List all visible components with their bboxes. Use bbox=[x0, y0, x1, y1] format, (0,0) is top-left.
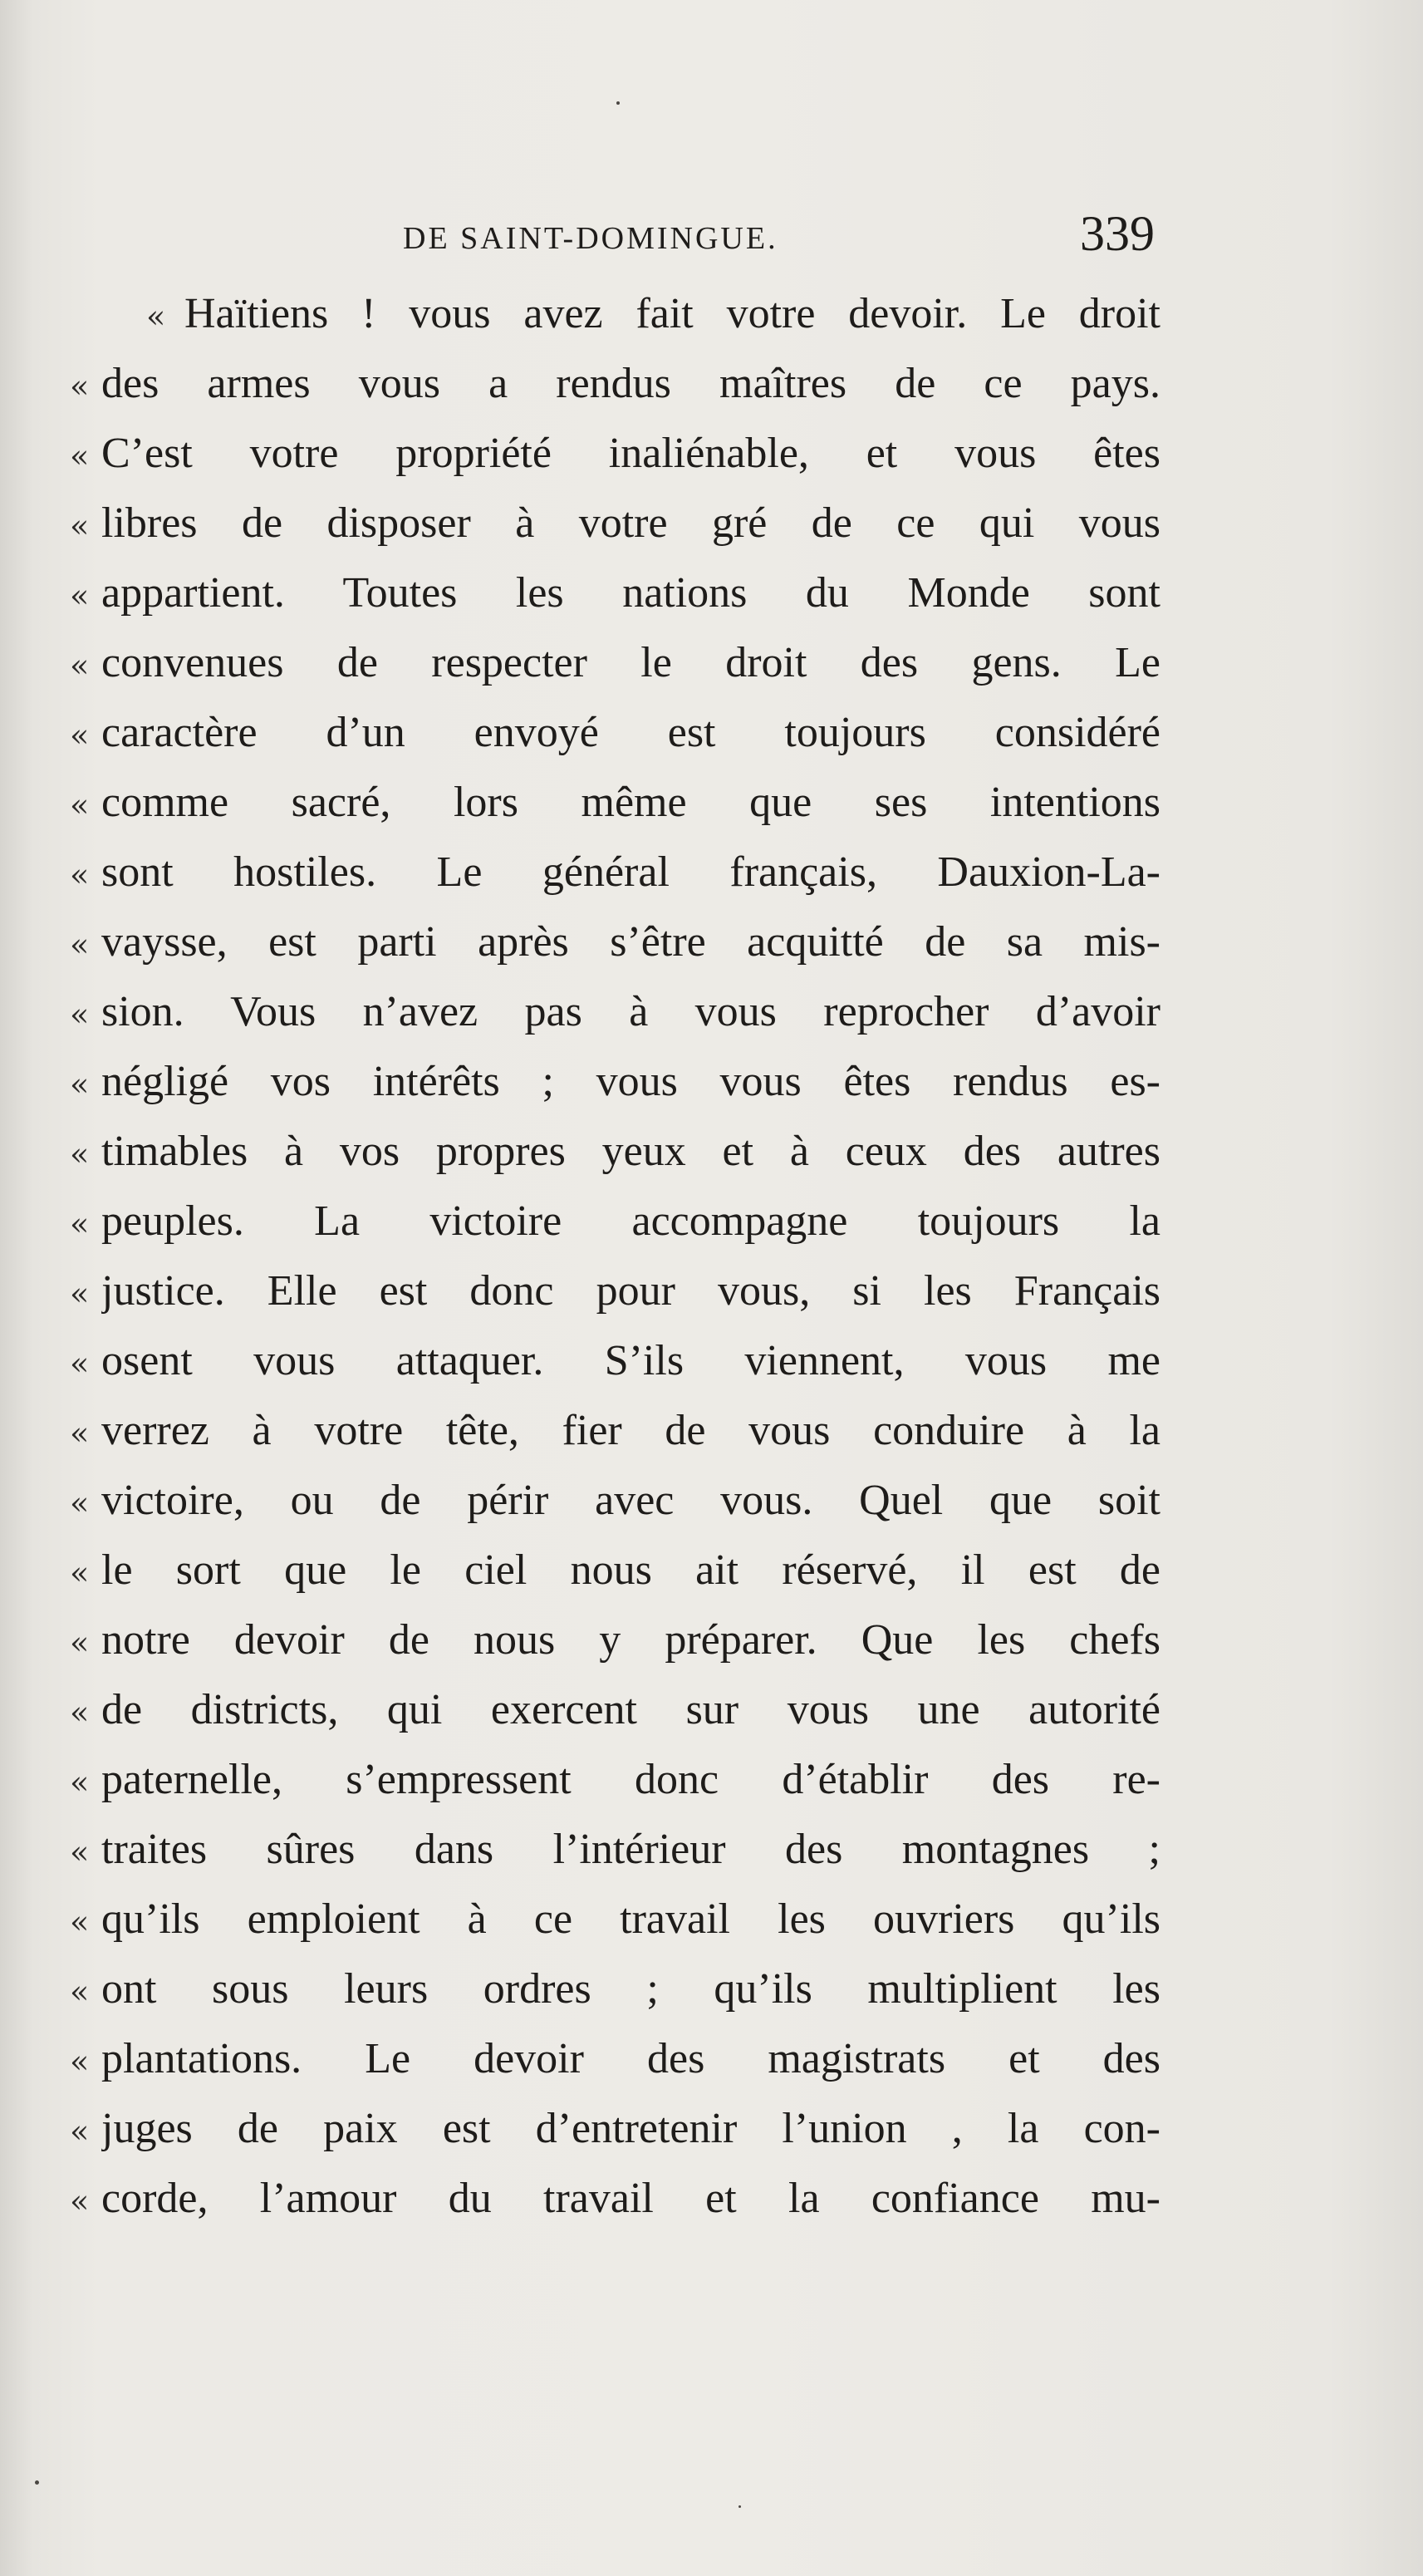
line-text: C’est votre propriété inaliénable, et vous êtes bbox=[101, 430, 1160, 477]
ink-speck bbox=[616, 101, 620, 105]
text-line bbox=[0, 2028, 1423, 2097]
text-line bbox=[0, 632, 1423, 701]
quote-mark: « bbox=[70, 1834, 90, 1871]
text-line bbox=[0, 1190, 1423, 1260]
quote-mark: « bbox=[70, 578, 90, 614]
text-line bbox=[0, 1609, 1423, 1679]
quote-mark: « bbox=[70, 368, 90, 405]
text-line bbox=[0, 422, 1423, 492]
text-line bbox=[0, 981, 1423, 1050]
quote-mark: « bbox=[70, 857, 90, 893]
text-line bbox=[0, 1260, 1423, 1330]
quote-mark: « bbox=[70, 438, 90, 474]
quote-mark: « bbox=[70, 1276, 90, 1312]
text-line bbox=[0, 2167, 1423, 2237]
line-text: juges de paix est d’entretenir l’union , la con- bbox=[101, 2105, 1160, 2152]
quote-mark: « bbox=[70, 1345, 90, 1382]
line-text: notre devoir de nous y préparer. Que les chefs bbox=[101, 1616, 1160, 1664]
text-line bbox=[0, 1330, 1423, 1399]
text-line bbox=[0, 1050, 1423, 1120]
line-text: justice. Elle est donc pour vous, si les Français bbox=[101, 1267, 1160, 1315]
text-line bbox=[0, 841, 1423, 911]
ink-speck bbox=[35, 2480, 39, 2485]
line-text: victoire, ou de périr avec vous. Quel que soit bbox=[101, 1477, 1160, 1524]
text-line bbox=[0, 1958, 1423, 2028]
line-text: libres de disposer à votre gré de ce qui vous bbox=[101, 499, 1160, 547]
quote-mark: « bbox=[70, 1136, 90, 1172]
text-line bbox=[0, 1120, 1423, 1190]
text-line bbox=[0, 771, 1423, 841]
line-text: appartient. Toutes les nations du Monde sont bbox=[101, 569, 1160, 617]
quote-mark: « bbox=[70, 1415, 90, 1452]
running-head bbox=[0, 204, 1423, 270]
line-text: verrez à votre tête, fier de vous conduire à la bbox=[101, 1407, 1160, 1454]
line-text: le sort que le ciel nous ait réservé, il est de bbox=[101, 1546, 1160, 1594]
quote-mark: « bbox=[70, 717, 90, 754]
quote-mark: « bbox=[70, 647, 90, 684]
line-text: timables à vos propres yeux et à ceux des autres bbox=[101, 1128, 1160, 1175]
line-text: sont hostiles. Le général français, Dauxion-La- bbox=[101, 848, 1160, 896]
line-text: traites sûres dans l’intérieur des montagnes ; bbox=[101, 1826, 1160, 1873]
text-line bbox=[0, 1818, 1423, 1888]
line-text: caractère d’un envoyé est toujours considéré bbox=[101, 709, 1160, 756]
quote-mark: « bbox=[70, 1764, 90, 1801]
text-line bbox=[0, 1539, 1423, 1609]
text-line bbox=[0, 701, 1423, 771]
line-text: Haïtiens ! vous avez fait votre devoir. Le droit bbox=[184, 290, 1160, 337]
quote-mark: « bbox=[70, 1066, 90, 1103]
text-line bbox=[0, 911, 1423, 981]
line-text: peuples. La victoire accompagne toujours la bbox=[101, 1197, 1160, 1245]
line-text: osent vous attaquer. S’ils viennent, vous me bbox=[101, 1337, 1160, 1384]
line-text: plantations. Le devoir des magistrats et des bbox=[101, 2035, 1160, 2082]
quote-mark: « bbox=[70, 1485, 90, 1522]
quote-mark: « bbox=[70, 2183, 90, 2220]
line-text: des armes vous a rendus maîtres de ce pays. bbox=[101, 360, 1160, 407]
quote-mark: « bbox=[70, 996, 90, 1033]
line-text: comme sacré, lors même que ses intentions bbox=[101, 779, 1160, 826]
running-title: DE SAINT-DOMINGUE. bbox=[403, 221, 778, 256]
text-line bbox=[0, 352, 1423, 422]
text-line bbox=[0, 283, 1423, 352]
line-text: corde, l’amour du travail et la confiance mu- bbox=[101, 2175, 1160, 2222]
quote-mark: « bbox=[70, 1555, 90, 1591]
text-line bbox=[0, 1399, 1423, 1469]
text-line bbox=[0, 1888, 1423, 1958]
quote-mark: « bbox=[70, 1904, 90, 1940]
quote-mark: « bbox=[70, 1974, 90, 2010]
quote-mark: « bbox=[70, 927, 90, 963]
body-text bbox=[0, 283, 1423, 2237]
line-text: paternelle, s’empressent donc d’établir des re- bbox=[101, 1756, 1160, 1803]
line-text: sion. Vous n’avez pas à vous reprocher d’avoir bbox=[101, 988, 1160, 1035]
text-line bbox=[0, 562, 1423, 632]
quote-mark: « bbox=[70, 1206, 90, 1242]
line-text: négligé vos intérêts ; vous vous êtes rendus es- bbox=[101, 1058, 1160, 1105]
line-text: vaysse, est parti après s’être acquitté de sa mis- bbox=[101, 918, 1160, 966]
page-number: 339 bbox=[1080, 206, 1155, 261]
quote-mark: « bbox=[70, 787, 90, 823]
text-line bbox=[0, 492, 1423, 562]
quote-mark: « bbox=[70, 1625, 90, 1661]
line-text: de districts, qui exercent sur vous une autorité bbox=[101, 1686, 1160, 1733]
quote-mark: « bbox=[146, 298, 166, 335]
line-text: ont sous leurs ordres ; qu’ils multiplient les bbox=[101, 1965, 1160, 2013]
line-text: convenues de respecter le droit des gens. Le bbox=[101, 639, 1160, 686]
text-line bbox=[0, 1748, 1423, 1818]
line-text: qu’ils emploient à ce travail les ouvriers qu’ils bbox=[101, 1895, 1160, 1943]
quote-mark: « bbox=[70, 508, 90, 544]
ink-speck bbox=[738, 2505, 741, 2508]
text-line bbox=[0, 2097, 1423, 2167]
quote-mark: « bbox=[70, 2043, 90, 2080]
text-line bbox=[0, 1679, 1423, 1748]
quote-mark: « bbox=[70, 2113, 90, 2150]
quote-mark: « bbox=[70, 1694, 90, 1731]
text-line bbox=[0, 1469, 1423, 1539]
